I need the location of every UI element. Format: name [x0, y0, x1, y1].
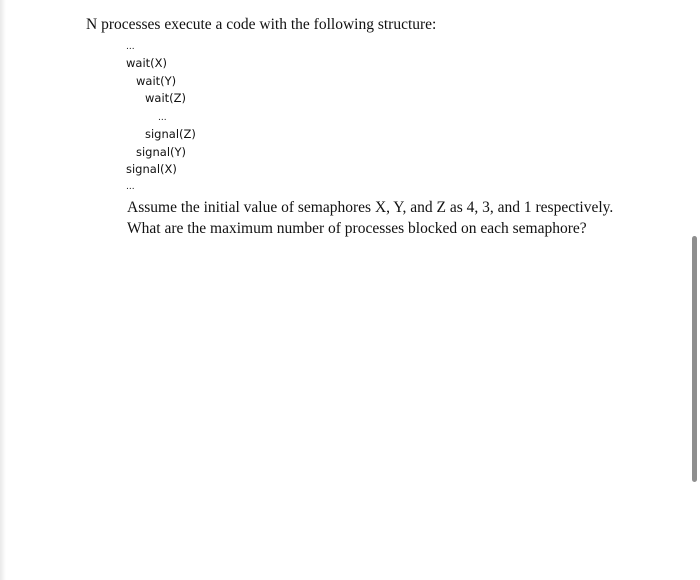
- question-intro: N processes execute a code with the following structure:: [86, 16, 437, 33]
- code-ellipsis-top: ...: [126, 42, 135, 52]
- code-ellipsis-bottom: ...: [126, 182, 135, 192]
- code-ellipsis-mid: ...: [158, 113, 167, 123]
- code-signal-z: signal(Z): [145, 127, 196, 141]
- code-wait-y: wait(Y): [136, 74, 177, 88]
- page-edge-shadow: [0, 0, 6, 580]
- code-signal-x: signal(X): [126, 162, 177, 176]
- code-wait-z: wait(Z): [145, 91, 187, 105]
- vertical-scrollbar[interactable]: [692, 236, 697, 482]
- code-signal-y: signal(Y): [136, 145, 187, 159]
- question-prompt: Assume the initial value of semaphores X, Y, and Z as 4, 3, and 1 respectively. What are the maximum number of processes blocked on each semaphore?: [127, 199, 614, 237]
- code-wait-x: wait(X): [126, 56, 168, 70]
